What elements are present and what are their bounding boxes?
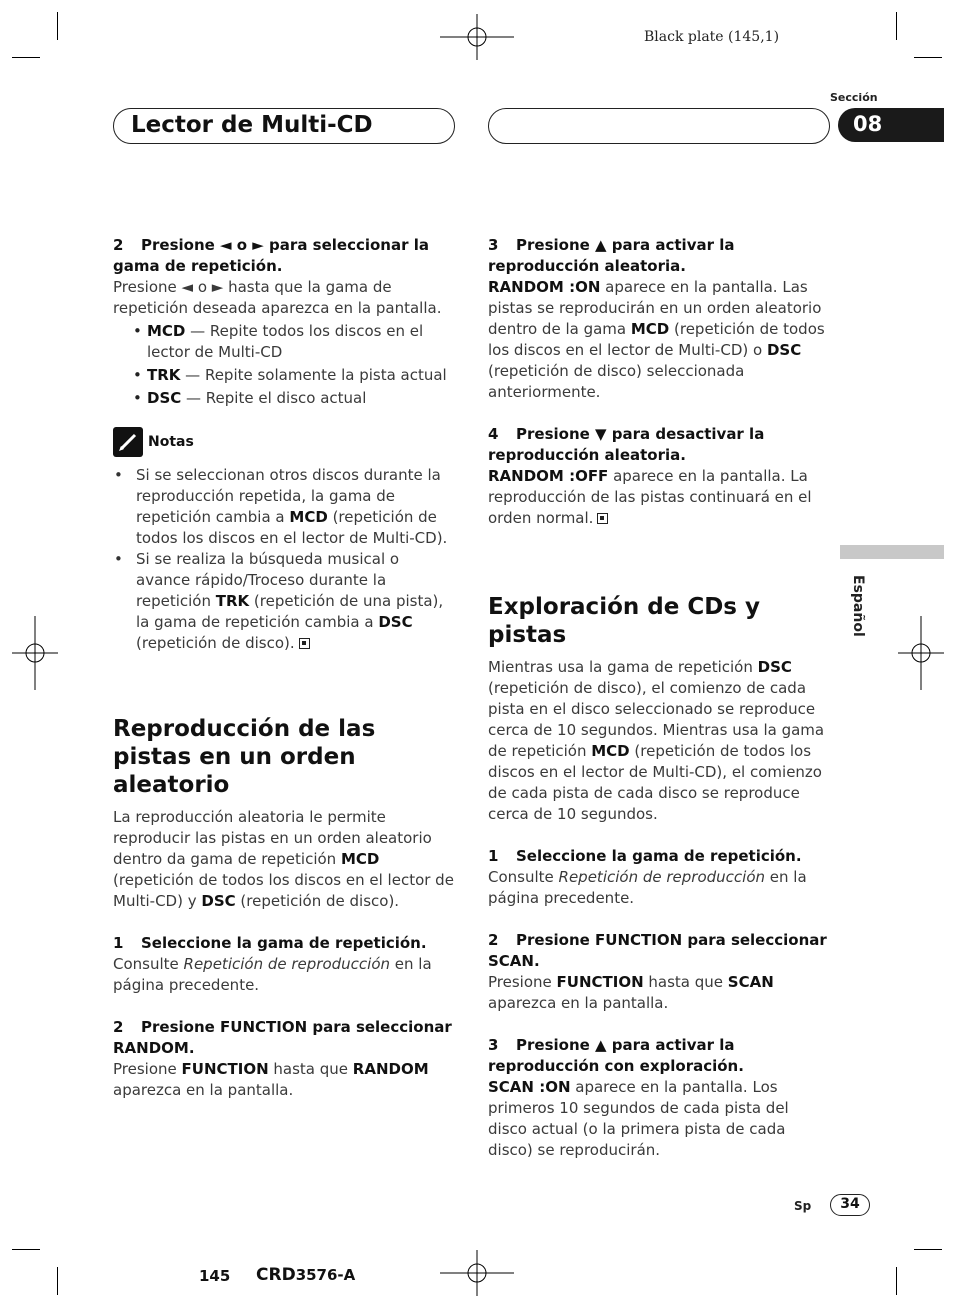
step-body: Presione FUNCTION hasta que SCAN aparezca en la pantalla.	[488, 973, 774, 1012]
left-column	[113, 235, 455, 1101]
list-item: • DSC — Repite el disco actual	[113, 388, 455, 409]
notes-header	[113, 427, 455, 457]
plate-label: Black plate (145,1)	[644, 29, 780, 45]
section-number-badge	[838, 108, 944, 142]
section-heading: Exploración de CDs y pistas	[488, 594, 760, 648]
page-number: 34	[830, 1194, 870, 1216]
crop-mark	[12, 57, 40, 58]
header-title-pill	[113, 108, 455, 144]
step-heading: 1 Seleccione la gama de repetición.	[113, 934, 427, 952]
step-heading: 3 Presione ▲ para activar la reproducción aleatoria.	[488, 236, 735, 275]
step-heading: 2 Presione ◄ o ► para seleccionar la gama de repetición.	[113, 236, 429, 275]
crop-mark	[914, 57, 942, 58]
step-body: Presione FUNCTION hasta que RANDOM aparezca en la pantalla.	[113, 1060, 429, 1099]
document-code: CRD3576-A	[256, 1265, 356, 1285]
crop-mark	[57, 1267, 58, 1295]
list-item: • TRK — Repite solamente la pista actual	[113, 365, 455, 386]
step-heading: 2 Presione FUNCTION para seleccionar RANDOM.	[113, 1018, 452, 1057]
step-heading: 1 Seleccione la gama de repetición.	[488, 847, 802, 865]
repeat-range-list	[113, 321, 455, 409]
step-body: Consulte Repetición de reproducción en la página precedente.	[113, 955, 432, 994]
step-heading: 2 Presione FUNCTION para seleccionar SCAN.	[488, 931, 827, 970]
step-heading: 3 Presione ▲ para activar la reproducción con exploración.	[488, 1036, 744, 1075]
header-blank-pill	[488, 108, 830, 144]
crop-mark	[914, 1249, 942, 1250]
step-body: Presione ◄ o ► hasta que la gama de repetición deseada aparezca en la pantalla.	[113, 278, 442, 317]
crop-mark	[57, 12, 58, 40]
registration-mark-icon	[898, 616, 944, 690]
note-item: • Si se realiza la búsqueda musical o avance rápido/Troceso durante la repetición TRK (repetición de una pista), la gama de repetición cambia a DSC (repetición de disco).	[113, 549, 455, 654]
registration-mark-icon	[440, 1250, 514, 1296]
step-heading: 4 Presione ▼ para desactivar la reproducción aleatoria.	[488, 425, 765, 464]
registration-mark-icon	[12, 616, 58, 690]
notes-title: Notas	[148, 433, 194, 450]
section-number: 08	[853, 112, 883, 136]
registration-mark-icon	[440, 14, 514, 60]
section-intro: Mientras usa la gama de repetición DSC (repetición de disco), el comienzo de cada pista en el disco seleccionado se reproduce cerca de 10 segundos. Mientras usa la gama de repetición MCD (repetición de todos los discos en el lector de Multi-CD), el comienzo de cada pista de cada disco se reproduce cerca de 10 segundos.	[488, 658, 825, 823]
section-heading: Reproducción de las pistas en un orden aleatorio	[113, 716, 376, 798]
right-column	[488, 235, 832, 1161]
step-body: Consulte Repetición de reproducción en la página precedente.	[488, 868, 807, 907]
language-code: Sp	[794, 1199, 812, 1213]
step-body: RANDOM :ON aparece en la pantalla. Las pistas se reproducirán en un orden aleatorio dentro de la gama MCD (repetición de todos los discos en el lector de Multi-CD) o DSC (repetición de disco) seleccionada anteriormente.	[488, 278, 825, 401]
section-label: Sección	[830, 91, 878, 104]
crop-mark	[896, 12, 897, 40]
list-item: • MCD — Repite todos los discos en el lector de Multi-CD	[113, 321, 455, 363]
notes-list	[113, 465, 455, 654]
note-item: • Si se seleccionan otros discos durante la reproducción repetida, la gama de repetición cambia a MCD (repetición de todos los discos en el lector de Multi-CD).	[113, 465, 455, 549]
step-body: SCAN :ON aparece en la pantalla. Los primeros 10 segundos de cada pista del disco actual (o la primera pista de cada disco) se reproducirán.	[488, 1078, 789, 1159]
step-body: RANDOM :OFF aparece en la pantalla. La reproducción de las pistas continuará en el orden normal.	[488, 467, 812, 527]
end-mark-icon	[597, 513, 608, 524]
crop-mark	[896, 1267, 897, 1295]
plate-page-number: 145	[199, 1267, 231, 1285]
crop-mark	[12, 1249, 40, 1250]
end-mark-icon	[299, 638, 310, 649]
language-tab-bar	[840, 545, 944, 559]
pencil-icon	[113, 427, 143, 457]
section-intro: La reproducción aleatoria le permite reproducir las pistas en un orden aleatorio dentro da gama de repetición MCD (repetición de todos los discos en el lector de Multi-CD) y DSC (repetición de disco).	[113, 808, 454, 910]
language-tab-label: Español	[850, 575, 866, 637]
page-title: Lector de Multi-CD	[131, 112, 373, 138]
